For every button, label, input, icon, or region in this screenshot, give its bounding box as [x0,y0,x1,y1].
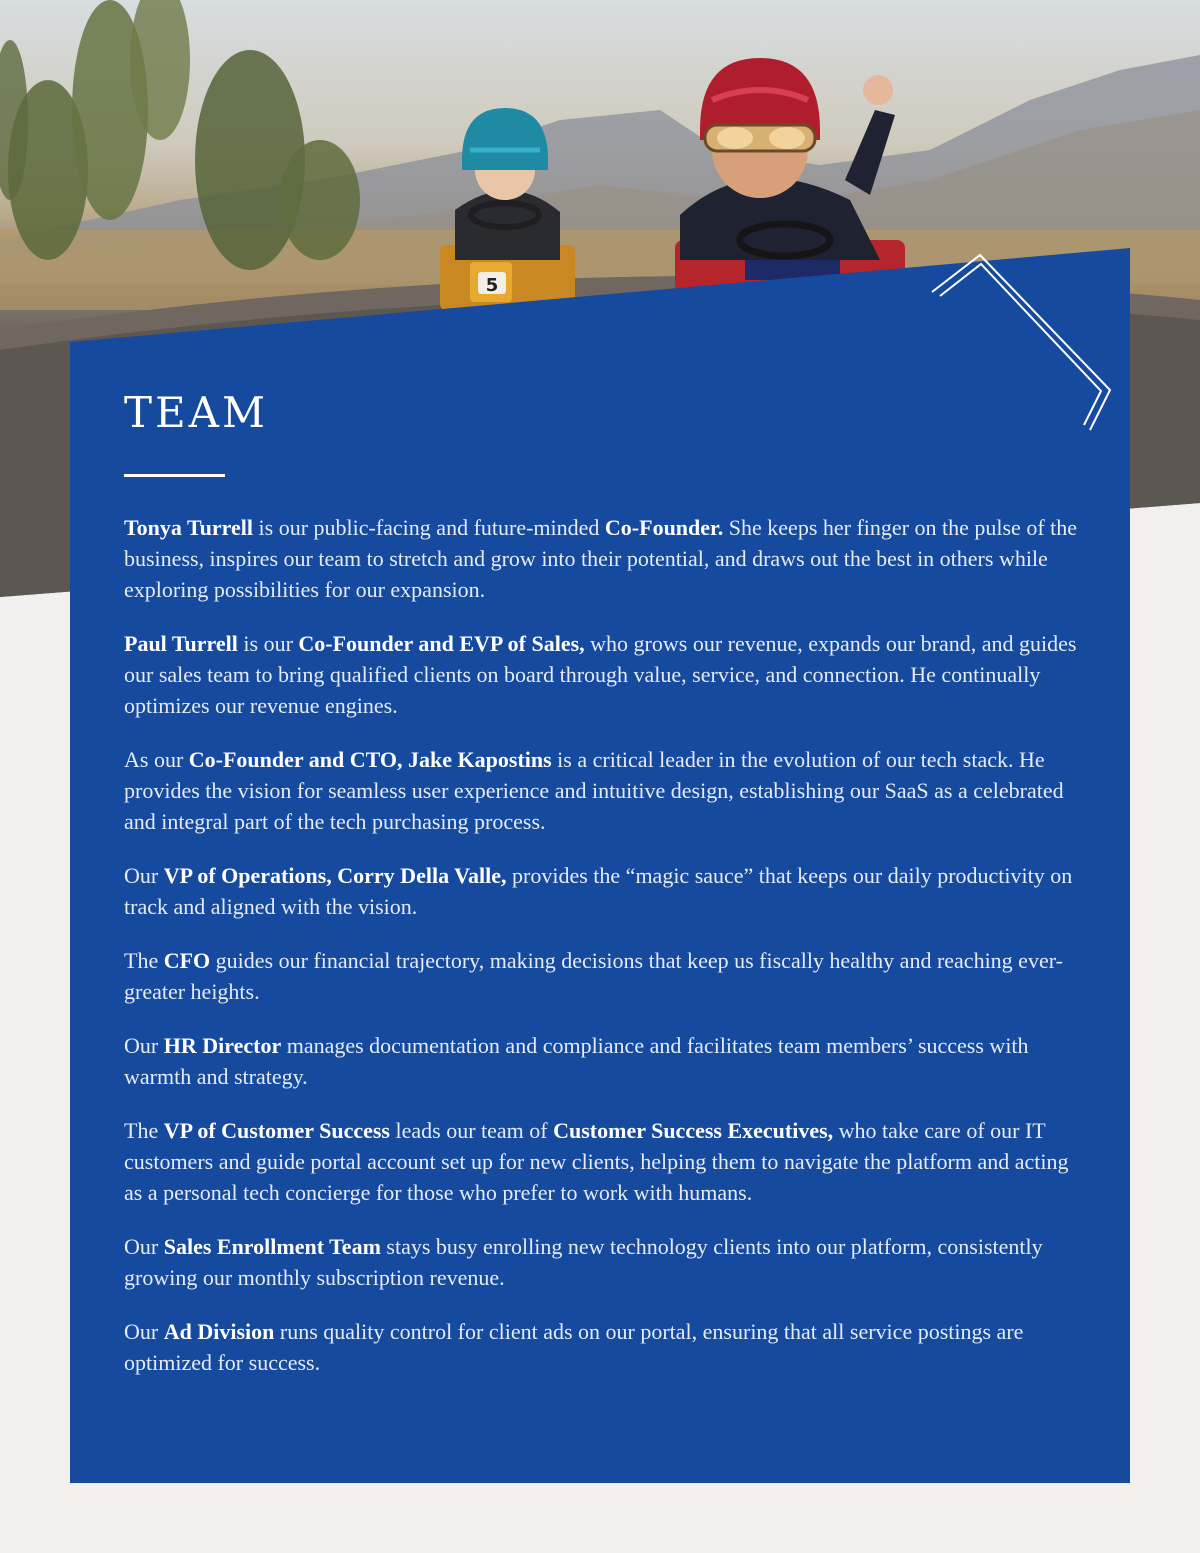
highlighted-role: HR Director [163,1033,282,1058]
paragraph-text: Our [124,863,164,888]
team-paragraph [124,1231,1082,1293]
team-descriptions [124,512,1082,1401]
highlighted-role: Paul Turrell [124,631,238,656]
highlighted-role: Ad Division [163,1319,275,1344]
team-paragraph [124,945,1082,1007]
highlighted-role: Tonya Turrell [124,515,254,540]
title-underline [124,474,225,477]
paragraph-text: runs quality control for client ads on our portal, ensuring that all service postings are optimized for success. [124,1319,1024,1375]
diamond-line-decoration [920,250,1130,440]
paragraph-text: Our [124,1319,164,1344]
paragraph-text: who take care of our IT customers and guide portal account set up for new clients, helping them to navigate the platform and acting as a personal tech concierge for those who prefer to work with humans. [124,1118,1069,1205]
team-paragraph [124,1030,1082,1092]
paragraph-text: is a critical leader in the evolution of our tech stack. He provides the vision for seamless user experience and intuitive design, establishing our SaaS as a celebrated and integral part of the tech purchasing process. [124,747,1064,834]
highlighted-role: VP of Operations, Corry Della Valle, [163,863,507,888]
page-title: TEAM [124,388,269,437]
team-paragraph [124,628,1082,721]
team-paragraph [124,1316,1082,1378]
paragraph-text: She keeps her finger on the pulse of the business, inspires our team to stretch and grow into their potential, and draws out the best in others while exploring possibilities for our expansion. [124,515,1078,602]
paragraph-text: manages documentation and compliance and facilitates team members’ success with warmth and strategy. [124,1033,1029,1089]
highlighted-role: Customer Success Executives, [553,1118,834,1143]
paragraph-text: The [124,948,164,973]
team-paragraph [124,744,1082,837]
paragraph-text: leads our team of [390,1118,554,1143]
highlighted-role: VP of Customer Success [163,1118,390,1143]
highlighted-role: Sales Enrollment Team [163,1234,381,1259]
paragraph-text: who grows our revenue, expands our brand, and guides our sales team to bring qualified clients on board through value, service, and connection. He continually optimizes our revenue engines. [124,631,1077,718]
paragraph-text: Our [124,1033,164,1058]
paragraph-text: As our [124,747,189,772]
paragraph-text: provides the “magic sauce” that keeps our daily productivity on track and aligned with the vision. [124,863,1073,919]
highlighted-role: CFO [163,948,211,973]
team-paragraph [124,1115,1082,1208]
team-paragraph [124,860,1082,922]
kart-number: 5 [485,275,499,296]
paragraph-text: guides our financial trajectory, making decisions that keep us fiscally healthy and reaching ever-greater heights. [124,948,1063,1004]
paragraph-text: stays busy enrolling new technology clients into our platform, consistently growing our monthly subscription revenue. [124,1234,1043,1290]
highlighted-role: Co-Founder. [604,515,724,540]
highlighted-role: Co-Founder and EVP of Sales, [298,631,585,656]
paragraph-text: is our public-facing and future-minded [253,515,605,540]
team-paragraph [124,512,1082,605]
highlighted-role: Co-Founder and CTO, Jake Kapostins [188,747,552,772]
paragraph-text: The [124,1118,164,1143]
paragraph-text: Our [124,1234,164,1259]
paragraph-text: is our [237,631,299,656]
